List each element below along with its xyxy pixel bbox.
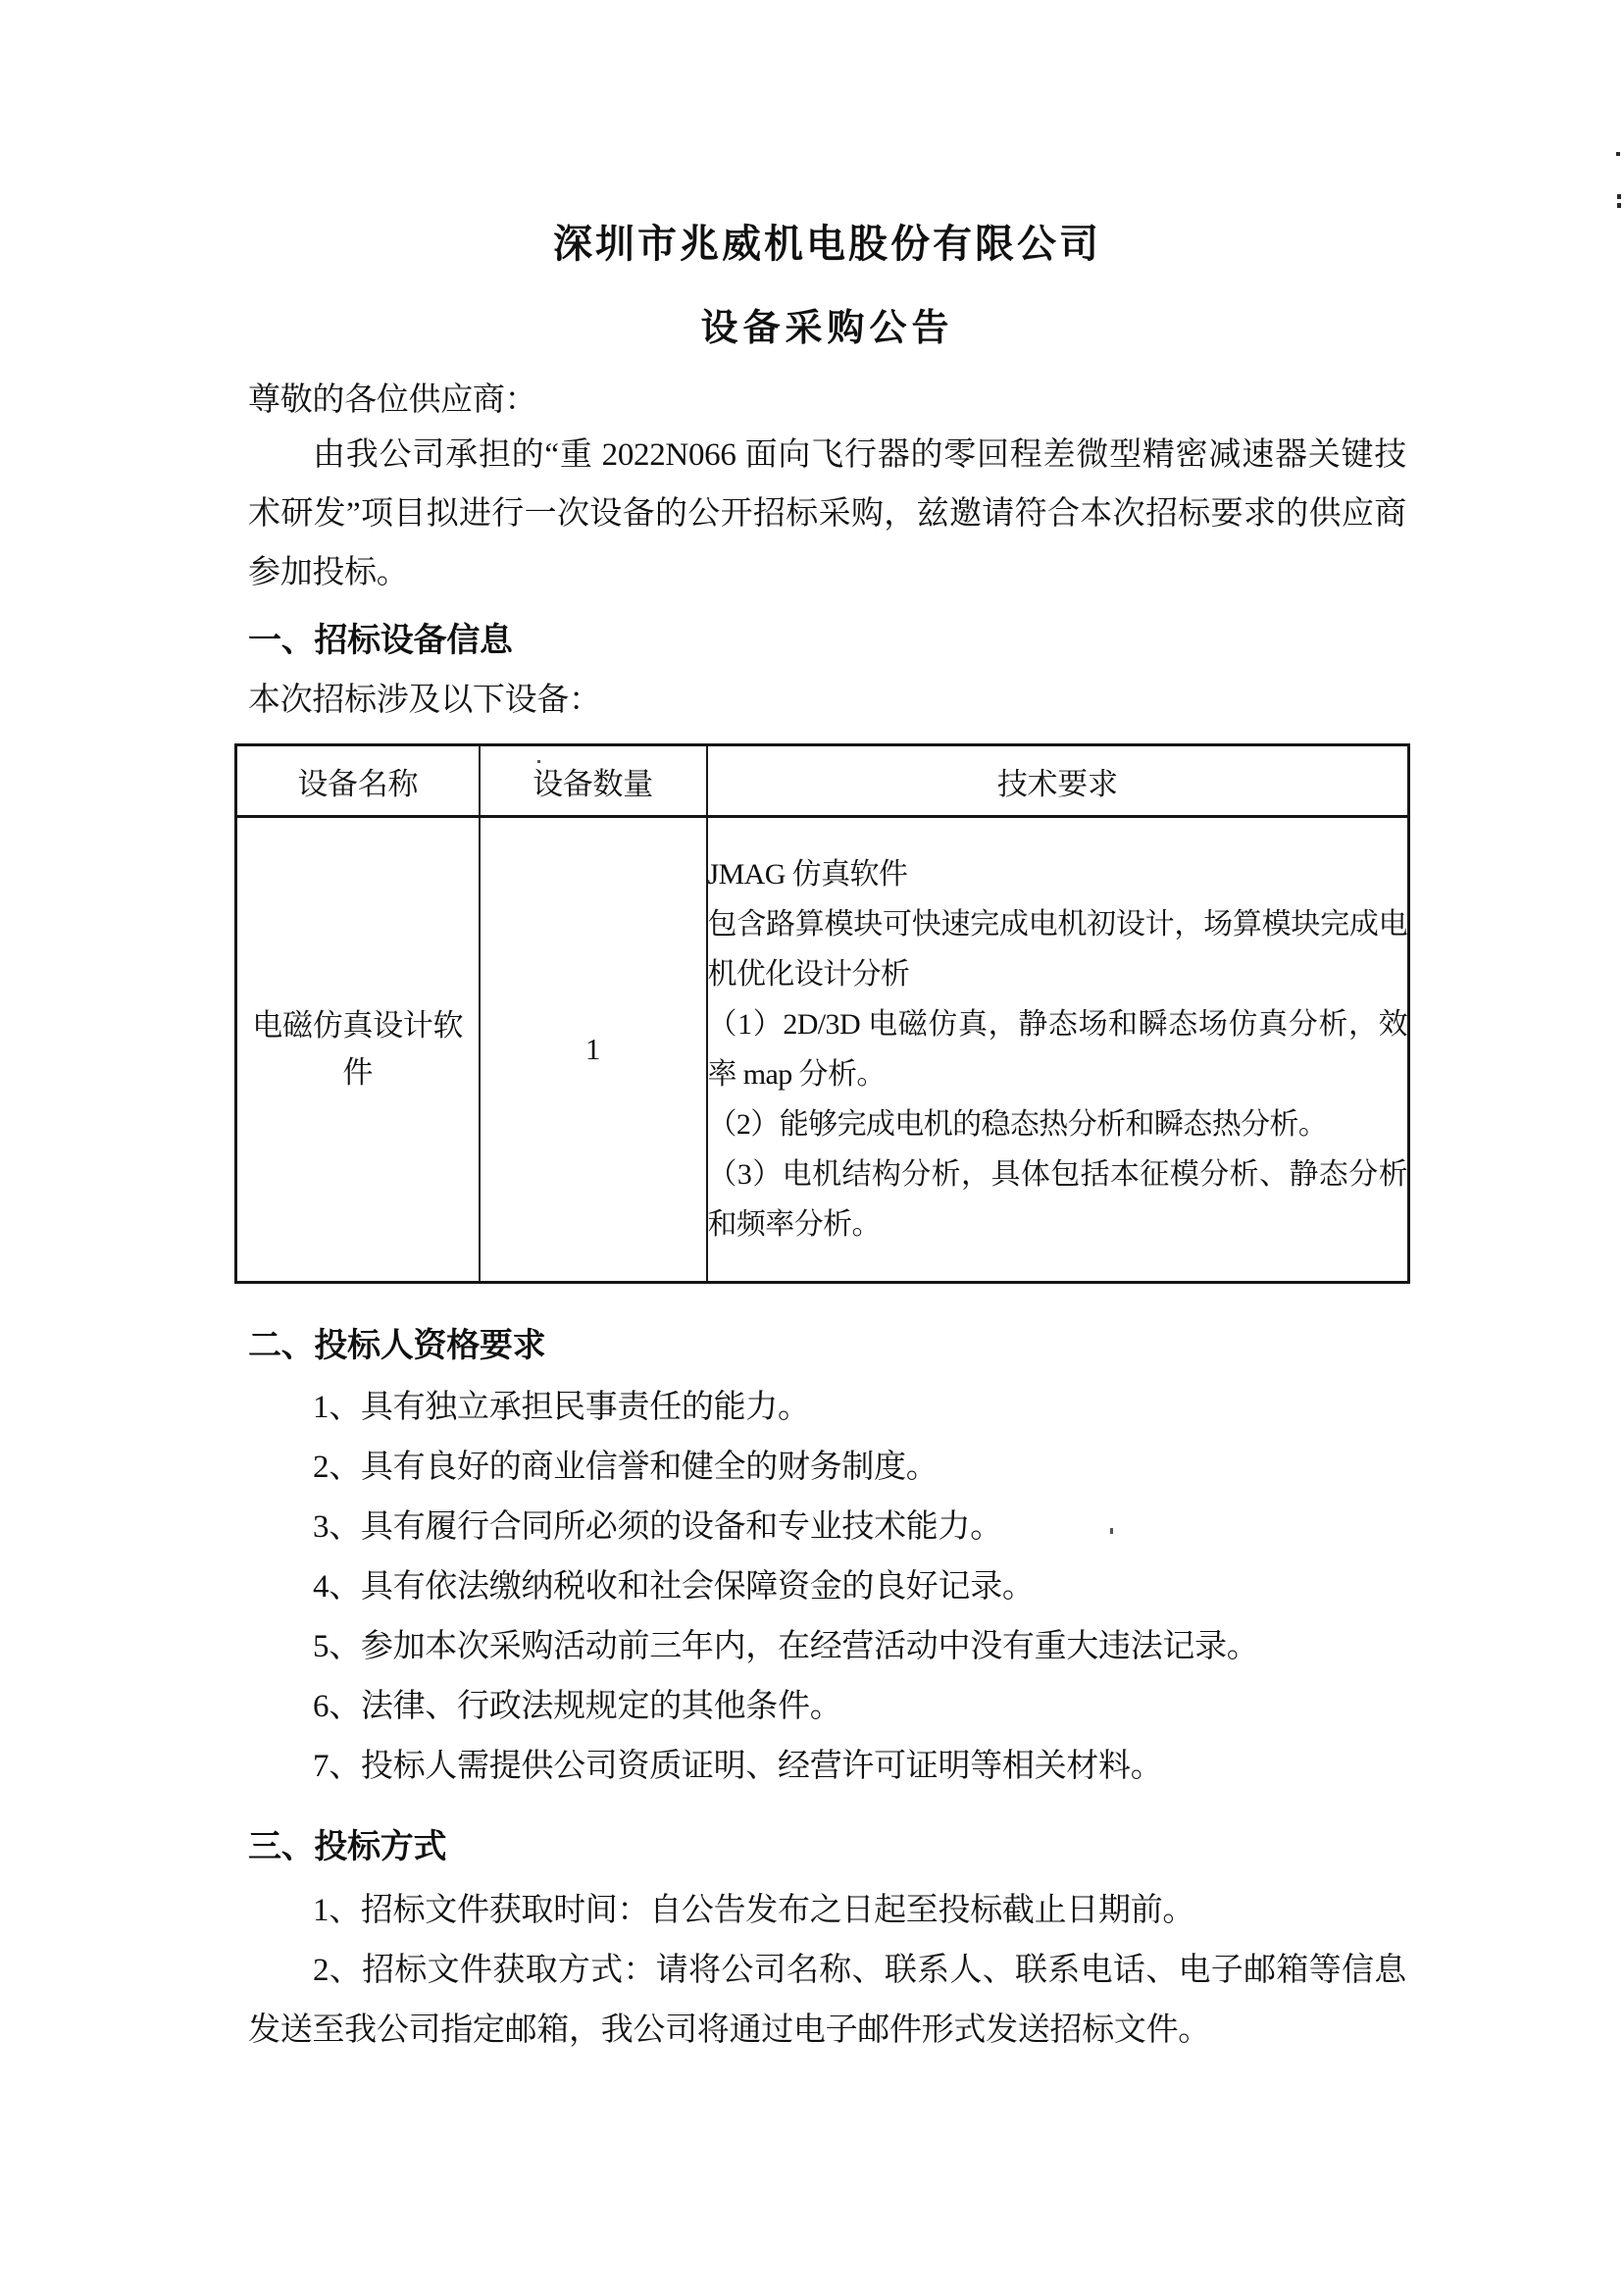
salutation: 尊敬的各位供应商：: [248, 382, 537, 418]
requirement-line: （3）电机结构分析，具体包括本征模分析、静态分析和频率分析。: [707, 1158, 1407, 1241]
doc-subtitle: 设备采购公告: [700, 308, 954, 349]
table-header-row: [236, 745, 1409, 817]
requirement-line: （2）能够完成电机的稳态热分析和瞬态热分析。: [707, 1108, 1328, 1141]
device-qty-cell: 1: [480, 817, 707, 1283]
device-name-cell: 电磁仿真设计软件: [236, 817, 480, 1283]
scan-speck: [1617, 194, 1621, 199]
company-title: 深圳市兆威机电股份有限公司: [553, 222, 1101, 266]
intro-paragraph: 由我公司承担的“重 2022N066 面向飞行器的零回程差微型精密减速器关键技术研发”项目拟进行一次设备的公开招标采购，兹邀请符合本次招标要求的供应商参加投标。: [248, 437, 1406, 590]
requirement-line: JMAG 仿真软件: [707, 858, 908, 891]
col-header-tech-requirements: 技术要求: [707, 745, 1409, 817]
list-item: 1、具有独立承担民事责任的能力。: [313, 1390, 810, 1425]
list-item: 1、招标文件获取时间：自公告发布之日起至投标截止日期前。: [313, 1893, 1195, 1928]
list-item: 6、法律、行政法规规定的其他条件。: [313, 1689, 842, 1724]
scan-speck: [1617, 203, 1621, 208]
list-item: 3、具有履行合同所必须的设备和专业技术能力。: [313, 1509, 1002, 1545]
equipment-table: [234, 743, 1410, 1284]
requirement-line: （1）2D/3D 电磁仿真，静态场和瞬态场仿真分析，效率 map 分析。: [707, 1008, 1407, 1091]
col-header-device-name: 设备名称: [236, 745, 480, 817]
requirement-line: 包含路算模块可快速完成电机初设计，场算模块完成电机优化设计分析: [707, 908, 1407, 991]
section-3-heading: 三、投标方式: [248, 1829, 447, 1865]
list-item: 5、参加本次采购活动前三年内，在经营活动中没有重大违法记录。: [313, 1629, 1259, 1664]
list-item: 2、招标文件获取方式：请将公司名称、联系人、联系电话、电子邮箱等信息发送至我公司指定邮箱，我公司将通过电子邮件形式发送招标文件。: [248, 1953, 1406, 2048]
list-item: 2、具有良好的商业信誉和健全的财务制度。: [313, 1450, 939, 1485]
section-2-heading: 二、投标人资格要求: [248, 1328, 546, 1364]
bidding-method-list: [248, 1881, 1406, 2061]
scan-speck: [1616, 152, 1620, 156]
section-1-heading: 一、招标设备信息: [248, 623, 513, 659]
table-row: [236, 817, 1409, 1283]
tech-requirements-cell: [707, 817, 1409, 1283]
list-item: 4、具有依法缴纳税收和社会保障资金的良好记录。: [313, 1569, 1035, 1605]
list-item: 7、投标人需提供公司资质证明、经营许可证明等相关材料。: [313, 1749, 1163, 1784]
scan-speck: [537, 760, 540, 763]
col-header-device-qty: 设备数量: [480, 745, 707, 817]
scan-speck: [1110, 1528, 1113, 1534]
table-lead-text: 本次招标涉及以下设备：: [248, 683, 601, 718]
bidder-qualification-list: [248, 1378, 1406, 1797]
